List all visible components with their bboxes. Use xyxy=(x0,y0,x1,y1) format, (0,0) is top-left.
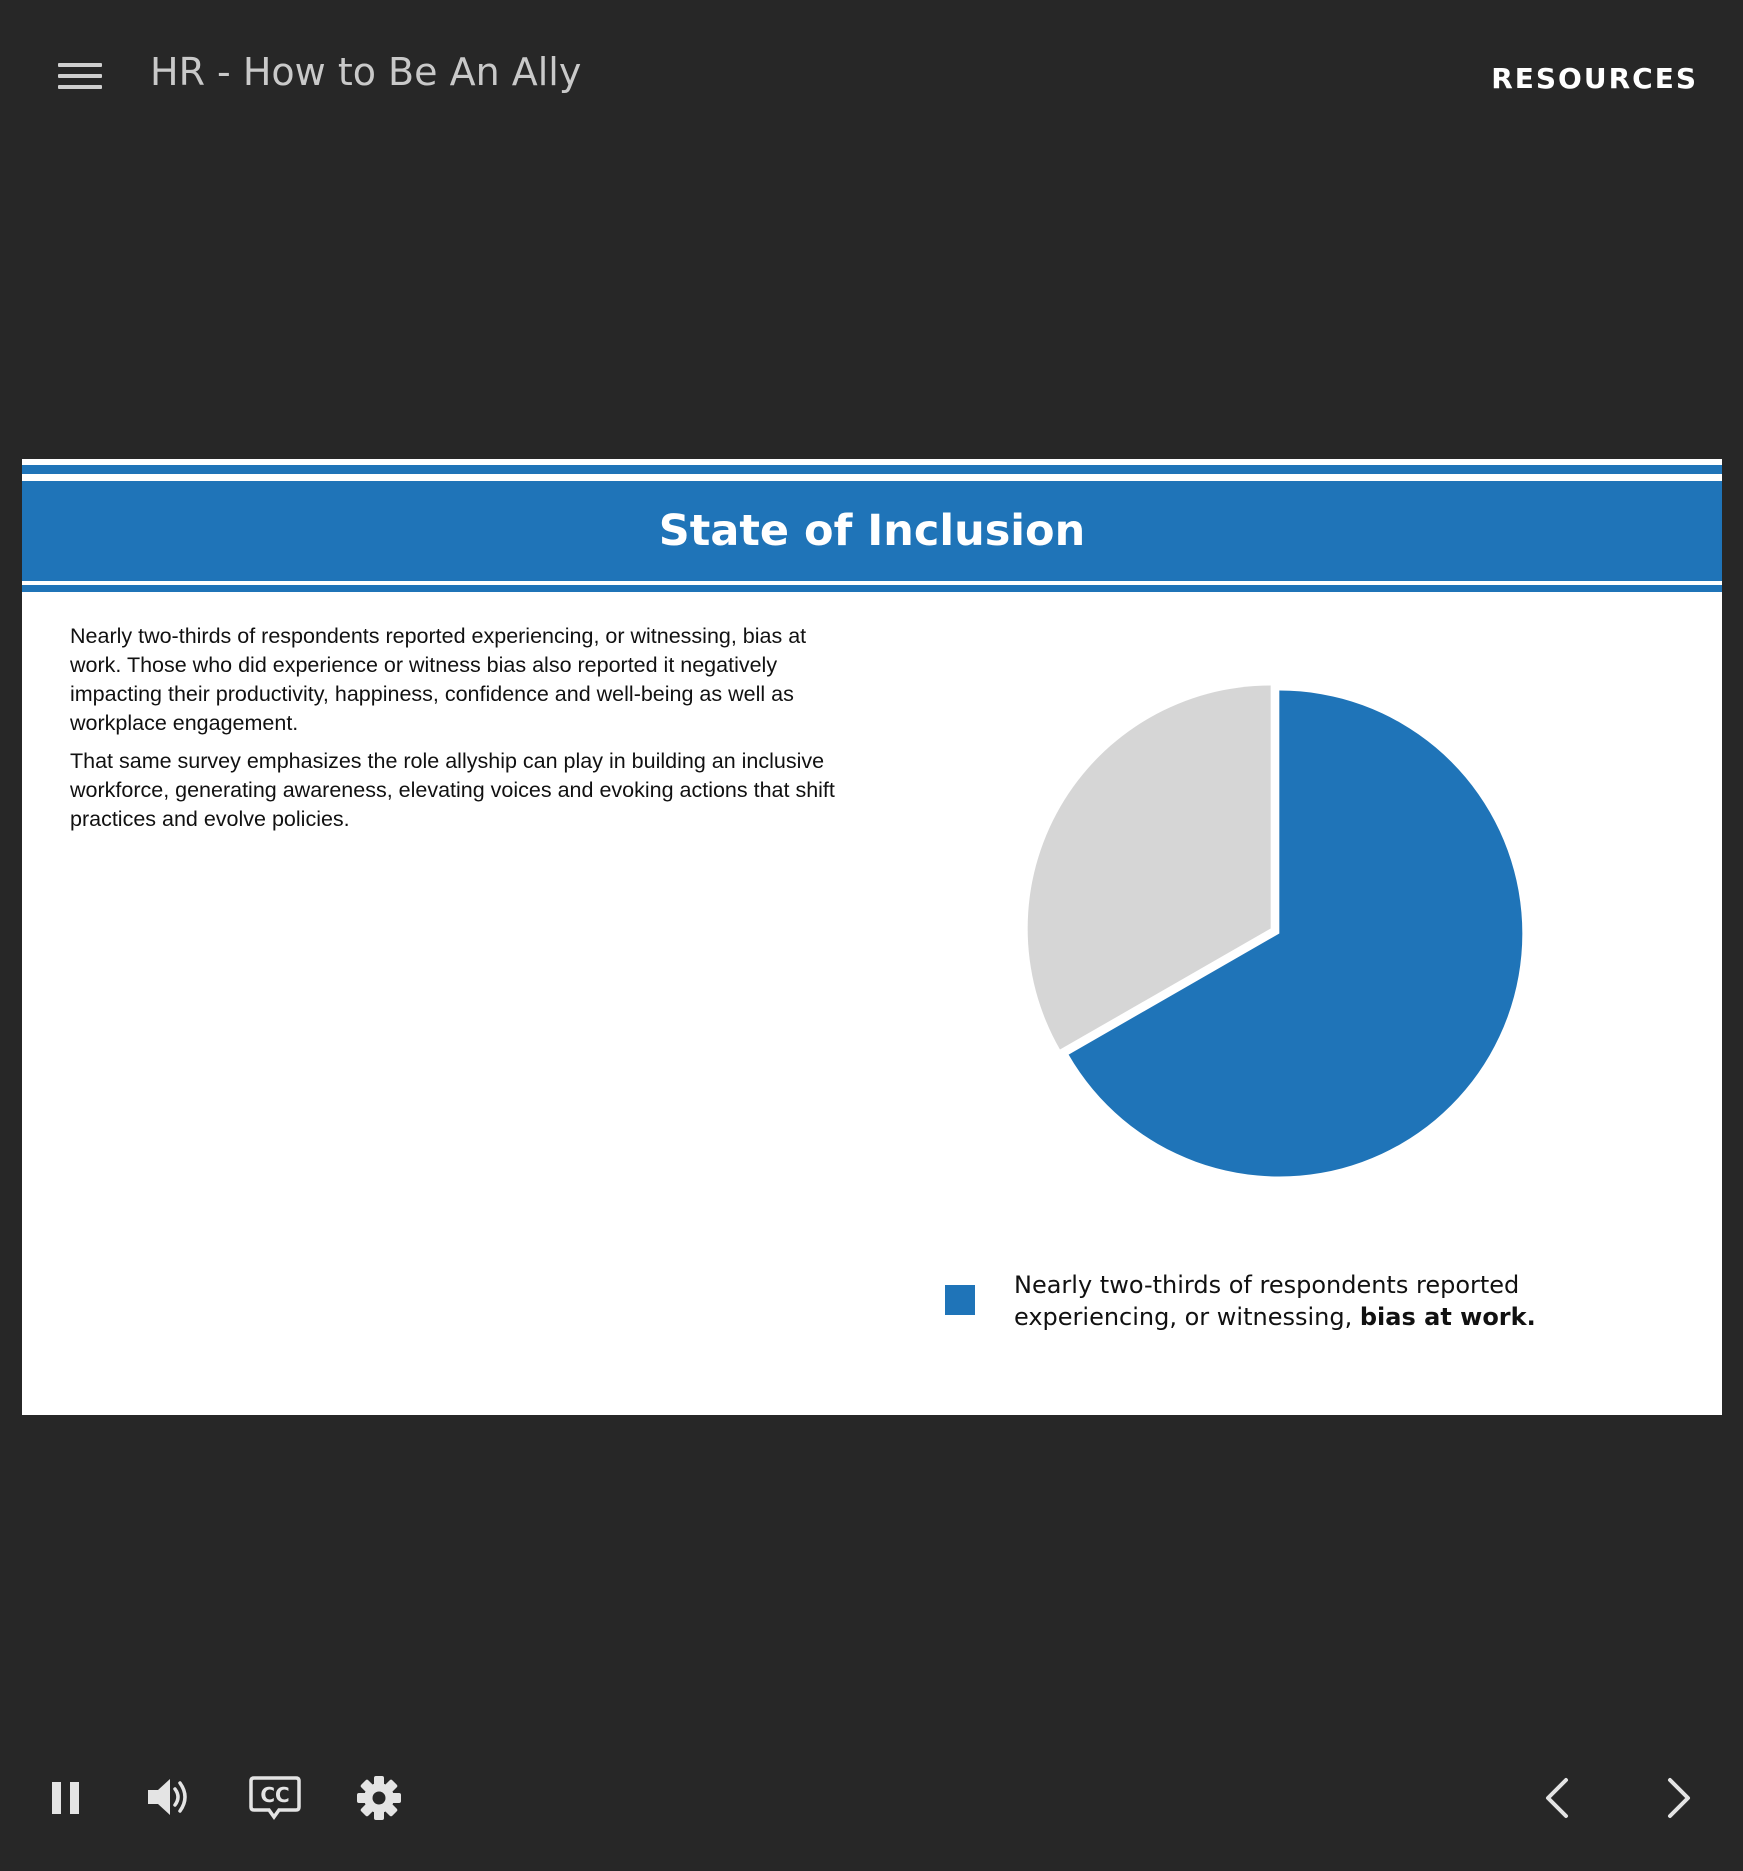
body-paragraph-2: That same survey emphasizes the role allyship can play in building an inclusive workforce, generating awareness, elevating voices and evoking actions that shift practices and evolve policies. xyxy=(70,749,835,831)
svg-text:CC: CC xyxy=(260,1783,290,1807)
course-title: HR - How to Be An Ally xyxy=(150,50,582,94)
pause-icon-bar-right xyxy=(70,1782,79,1814)
slide xyxy=(22,459,1722,1415)
slide-title: State of Inclusion xyxy=(658,506,1086,556)
pie-slice-1 xyxy=(1069,691,1523,1177)
chevron-left-icon xyxy=(1538,1776,1578,1820)
pause-button[interactable] xyxy=(52,1778,80,1818)
closed-captions-button[interactable] xyxy=(248,1775,302,1821)
pie-slice-2 xyxy=(1028,685,1271,1049)
pause-icon-bar-left xyxy=(52,1782,61,1814)
closed-captions-icon xyxy=(248,1775,302,1821)
gear-icon xyxy=(356,1775,402,1821)
title-band-bottom-line xyxy=(22,585,1722,592)
legend-text-plain: Nearly two-thirds of respondents reported experiencing, or witnessing, xyxy=(1014,1271,1520,1331)
legend-text-bold: bias at work. xyxy=(1359,1303,1536,1331)
volume-icon xyxy=(146,1775,194,1819)
menu-icon[interactable] xyxy=(58,63,104,93)
previous-slide-button[interactable] xyxy=(1538,1776,1578,1820)
next-slide-button[interactable] xyxy=(1658,1776,1698,1820)
resources-button[interactable]: RESOURCES xyxy=(1491,62,1698,95)
title-band-top-line xyxy=(22,465,1722,474)
settings-button[interactable] xyxy=(356,1775,402,1821)
chevron-right-icon xyxy=(1658,1776,1698,1820)
slide-body-text xyxy=(70,622,850,843)
legend-text xyxy=(1014,1269,1654,1333)
body-paragraph-1: Nearly two-thirds of respondents reported experiencing, or witnessing, bias at work. Those who did experience or witness bias also reported it negatively impacting their productivity, happiness, confidence and well-being as well as workplace engagement. xyxy=(70,624,807,735)
volume-button[interactable] xyxy=(146,1775,194,1819)
legend-swatch xyxy=(945,1285,975,1315)
